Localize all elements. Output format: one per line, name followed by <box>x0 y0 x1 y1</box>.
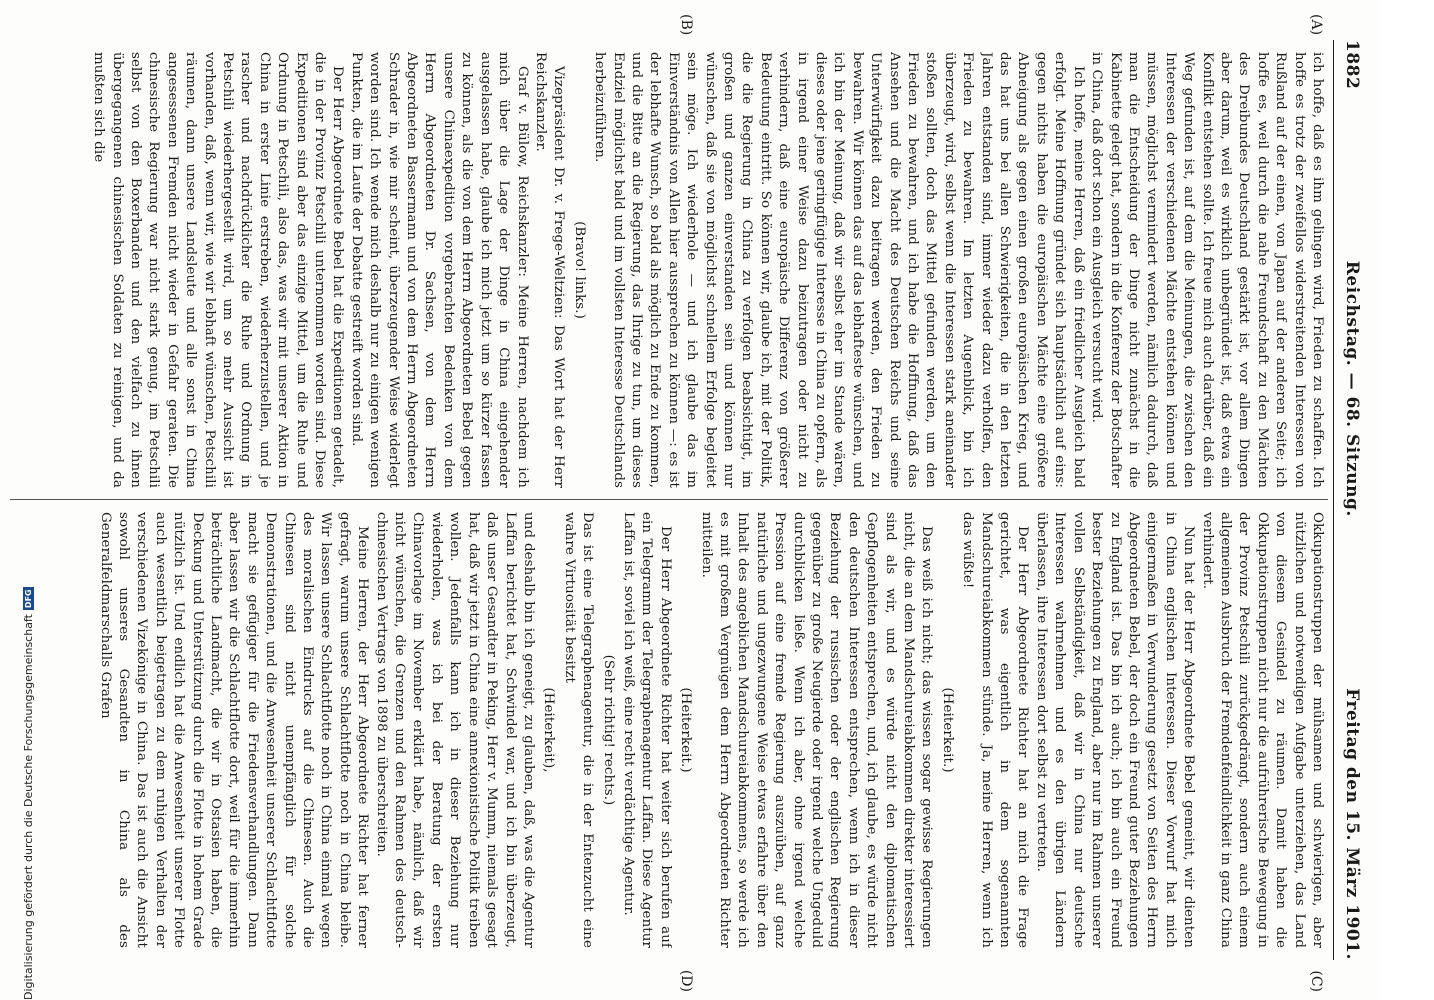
margin-marker-b: (B) <box>678 14 694 36</box>
page-number: 1882 <box>1342 40 1362 90</box>
funding-text: Digitalisierung gefördert durch die Deutsche Forschungsgemeinschaft <box>22 614 35 1000</box>
margin-marker-a: (A) <box>1308 14 1324 36</box>
header-rule <box>1333 40 1334 960</box>
speaker-paragraph: Vizepräsident Dr. v. Frege-Weltzien: Das Wort hat der Herr Reichskanzler. <box>532 52 567 488</box>
paragraph: Der Herr Abgeordnete Bebel hat die Expeditionen getadelt, die in der Provinz Petschili unternommen worden sind. Diese Expeditionen sind aber das einzige Mittel, um die Ruhe und Ordnung in Petschili, also das, was wir mit unserer Aktion in China in erster Linie erstreben, wiederherzustellen, und je rascher und nachdrücklicher die Ruhe und Ordnung in Petschili wiederhergestellt wird, um so mehr Aussicht ist vorhanden, daß, wenn wir, wie wir lebhaft wünschen, Petschili räumen, dann unsere Landsleute und alle sonst in China angesessenen Fremden nicht wieder in Gefahr geraten. Die chinesische Regierung war nicht stark genug, im Petschili selbst von den Boxerbanden und den vielfach zu ihnen übergegangenen chinesischen Soldaten zu reinigen, und da mußten sich die <box>91 52 346 488</box>
paragraph: und deshalb bin ich geneigt, zu glauben, daß, was die Agentur Laffan berichtet hat, Schwindel war, und ich bin überzeugt, daß unser Gesandter in Peking, Herr v. Mumm, niemals gesagt hat, daß wir jetzt in China eine annexionistische Politik treiben wollen. Jedenfalls kann ich in dieser Beziehung nur wiederholen, was ich bei der Beratung der ersten Chinavorlage im November erklärt habe, nämlich, daß wir nicht wünschen, die Grenzen und den Rahmen des deutsch-chinesischen Vertrags von 1898 zu überschreiten. <box>373 512 536 948</box>
paragraph: Der Herr Abgeordnete Richter hat weiter sich berufen auf ein Telegramm der Telegraphenagentur Laffan. Diese Agentur Laffan ist, soviel ich weiß, eine recht verdächtige Agentur. <box>620 512 673 948</box>
paragraph: Okkupationstruppen der mühsamen und schwierigen, aber nützlichen und notwendigen Aufgabe unterziehen, das Land von diesem Gesindel zu räumen. Damit haben die Okkupationstruppen nicht nur die aufrührerische Bewegung in der Provinz Petschili zurückgedrängt, sondern auch einem allgemeinen Ausbruch der Fremdenfeindlichkeit in ganz China verhindert. <box>1199 512 1325 948</box>
interjection: (Heiterkeit), <box>541 687 557 773</box>
paragraph: Nun hat der Herr Abgeordnete Bebel gemeint, wir dienten in China englischen Interessen. Dieser Vorwurf hat mich einigermaßen in Verwunderung gesetzt von Seiten des Herrn Abgeordneten Bebel, der doch ein Freund guter Beziehungen zu England ist. Das bin ich auch; ich bin auch ein Freund bester Beziehungen zu England, aber nur im Rahmen unserer vollen Selbständigkeit, daß wir in China nur deutsche Interessen wahrnehmen und es den übrigen Ländern überlassen, ihre Interessen dort selbst zu vertreten. <box>1033 512 1197 948</box>
interjection: (Heiterkeit.) <box>939 687 955 773</box>
interjection: (Sehr richtig! rechts.) <box>600 654 616 806</box>
column-divider <box>10 499 1328 500</box>
paragraph: Das ist eine Telegraphenagentur, die in der Entenzucht eine wahre Virtuosität besitzt <box>561 512 596 948</box>
paragraph: Der Herr Abgeordnete Richter hat an mich die Frage gerichtet, was eigentlich in dem sogenannten Mandschureiabkommen stünde. Ja, meine Herren, wenn ich das wüßte! <box>960 512 1031 948</box>
paragraph: Das weiß ich nicht; das wissen sogar gewisse Regierungen nicht, die an dem Mandschureiabkommen direkter interessiert sind als wir, und es würde nicht den diplomatischen Gepflogenheiten entsprechen, und, ich glaube, es würde nicht den deutschen Interessen entsprechen, wenn ich in dieser Beziehung der russischen oder der englischen Regierung gegenüber zu große Neugierde oder irgend welche Ungeduld durchblicken ließe. Wenn ich aber, ohne irgend welche Pression auf eine fremde Regierung auszuüben, auf ganz natürliche und ungezwungene Weise etwas erfahre über den Inhalt des angeblichen Mandschureiabkommens, so werde ich es mit großem Vergnügen dem Herrn Abgeordneten Richter mitteilen. <box>698 512 935 948</box>
running-head <box>1338 40 1366 960</box>
right-column <box>6 512 1326 948</box>
page-title: Reichstag. — 68. Sitzung. <box>1342 260 1362 517</box>
paragraph: Meine Herren, der Herr Abgeordnete Richter hat ferner gefragt, warum unsere Schlachtflotte noch in China bleibe. Wir lassen unsere Schlachtflotte noch in China einmal wegen des moralischen Eindrucks auf die Chinesen. Auch die Chinesen sind nicht unempfänglich für solche Demonstrationen, und die Anwesenheit unserer Schlachtflotte macht sie gefügiger für die Friedensverhandlungen. Dann aber lassen wir die Schlachtflotte dort, weil für die immerhin beträchtliche Landmacht, die wir in Ostasien haben, die Deckung und Unterstützung durch die Flotte in hohem Grade nützlich ist. Und endlich hat die Anwesenheit unserer Flotte auch wesentlich beigetragen zu dem ruhigen Verhalten der verschiedenen Vizekönige in China. Das ist auch die Ansicht sowohl unseres Gesandten in China als des Generalfeldmarschalls Grafen <box>97 512 371 948</box>
interjection: (Heiterkeit.) <box>678 687 694 773</box>
interjection: (Bravo! links.) <box>571 221 587 319</box>
funding-footer <box>6 0 35 1000</box>
margin-marker-c: (C) <box>1308 970 1324 992</box>
dfg-logo: DFG <box>24 589 33 609</box>
speaker-paragraph: Graf v. Bülow, Reichskanzler: Meine Herren, nachdem ich mich über die Lage der Dinge in China eingehender ausgelassen habe, glaube ich mich jetzt um so kürzer fassen zu können, als die von dem Herrn Abgeordneten Bebel gegen unsere Chinaexpedition vorgebrachten Bedenken von dem Herrn Abgeordneten Dr. Sachsen, von dem Herrn Abgeordneten Bassermann und von dem Herrn Abgeordneten Schrader in, wie mir scheint, überzeugender Weise widerlegt worden sind. Ich wende mich deshalb nur zu einigen wenigen Punkten, die im Laufe der Debatte gestreift worden sind. <box>348 52 530 488</box>
page-date: Freitag den 15. März 1901. <box>1342 688 1362 960</box>
paragraph: Ich hoffe, meine Herren, daß ein friedlicher Ausgleich bald erfolgt. Meine Hoffnung gründet sich hauptsächlich auf eins: gegen nichts haben die europäischen Mächte eine größere Abneigung als gegen einen großen europäischen Krieg, und das hat uns bei allen Schwierigkeiten, die in den letzten Jahren entstanden sind, immer wieder dazu verholfen, den Frieden zu bewahren. Im letzten Augenblick, bin ich überzeugt, wird, selbst wenn die Interessen stark aneinander stoßen sollten, doch das Mittel gefunden werden, um den Frieden zu bewahren, und ich habe die Hoffnung, daß das Ansehen und die Macht des Deutschen Reichs und seine Unterwürfigkeit dazu beitragen werden, den Frieden zu bewahren. Wir können das auf das lebhafteste wünschen, und ich bin der Meinung, daß wir selbst eher im Stande wären, dieses oder jene geringfügige Interesse in China zu opfern, als in irgend einer Weise dazu beizutragen oder nicht zu verhindern, daß eine europäische Differenz von größerer Bedeutung eintritt. So können wir, glaube ich, mit der Politik, die die Regierung in China zu verfolgen beabsichtigt, im großen und ganzen einverstanden sein und können nur wünschen, daß sie von möglichst schnellem Erfolge begleitet sein möge. Ich wiederhole — und ich glaube das im Einverständnis von Allen hier aussprechen zu können —: es ist der lebhafte Wunsch, so bald als möglich zu Ende zu kommen, und die Bitte an die Regierung, das Ihrige zu tun, um dieses Endziel möglichst bald und im vollsten Interesse Deutschlands herbeizuführen. <box>592 52 1086 488</box>
margin-marker-d: (D) <box>678 969 694 992</box>
paragraph: ich hoffe, daß es ihm gelingen wird, Frieden zu schaffen. Ich hoffe es trotz der zweifellos widerstreitenden Interessen von Rußland auf der einen, von Japan auf der anderen Seite; ich hoffe es, weil durch die nahe Freundschaft zu den Mächten des Dreibundes Deutschland gestärkt ist, vor allem Dingen aber darum, weil es wirklich unbegründet ist, daß etwa ein Konflikt entstehen sollte. Ich freue mich auch darüber, daß ein Weg gefunden ist, auf dem die Meinungen, die zwischen den Interessen der verschiedenen Mächte entstehen können und müssen, möglichst vermindert werden, nämlich dadurch, daß man die Entscheidung der Dinge nicht zunächst in die Kabinette gelegt hat, sondern in die Konferenz der Botschafter in China, daß dort schon ein Ausgleich versucht wird. <box>1089 52 1325 488</box>
left-column <box>6 52 1326 488</box>
